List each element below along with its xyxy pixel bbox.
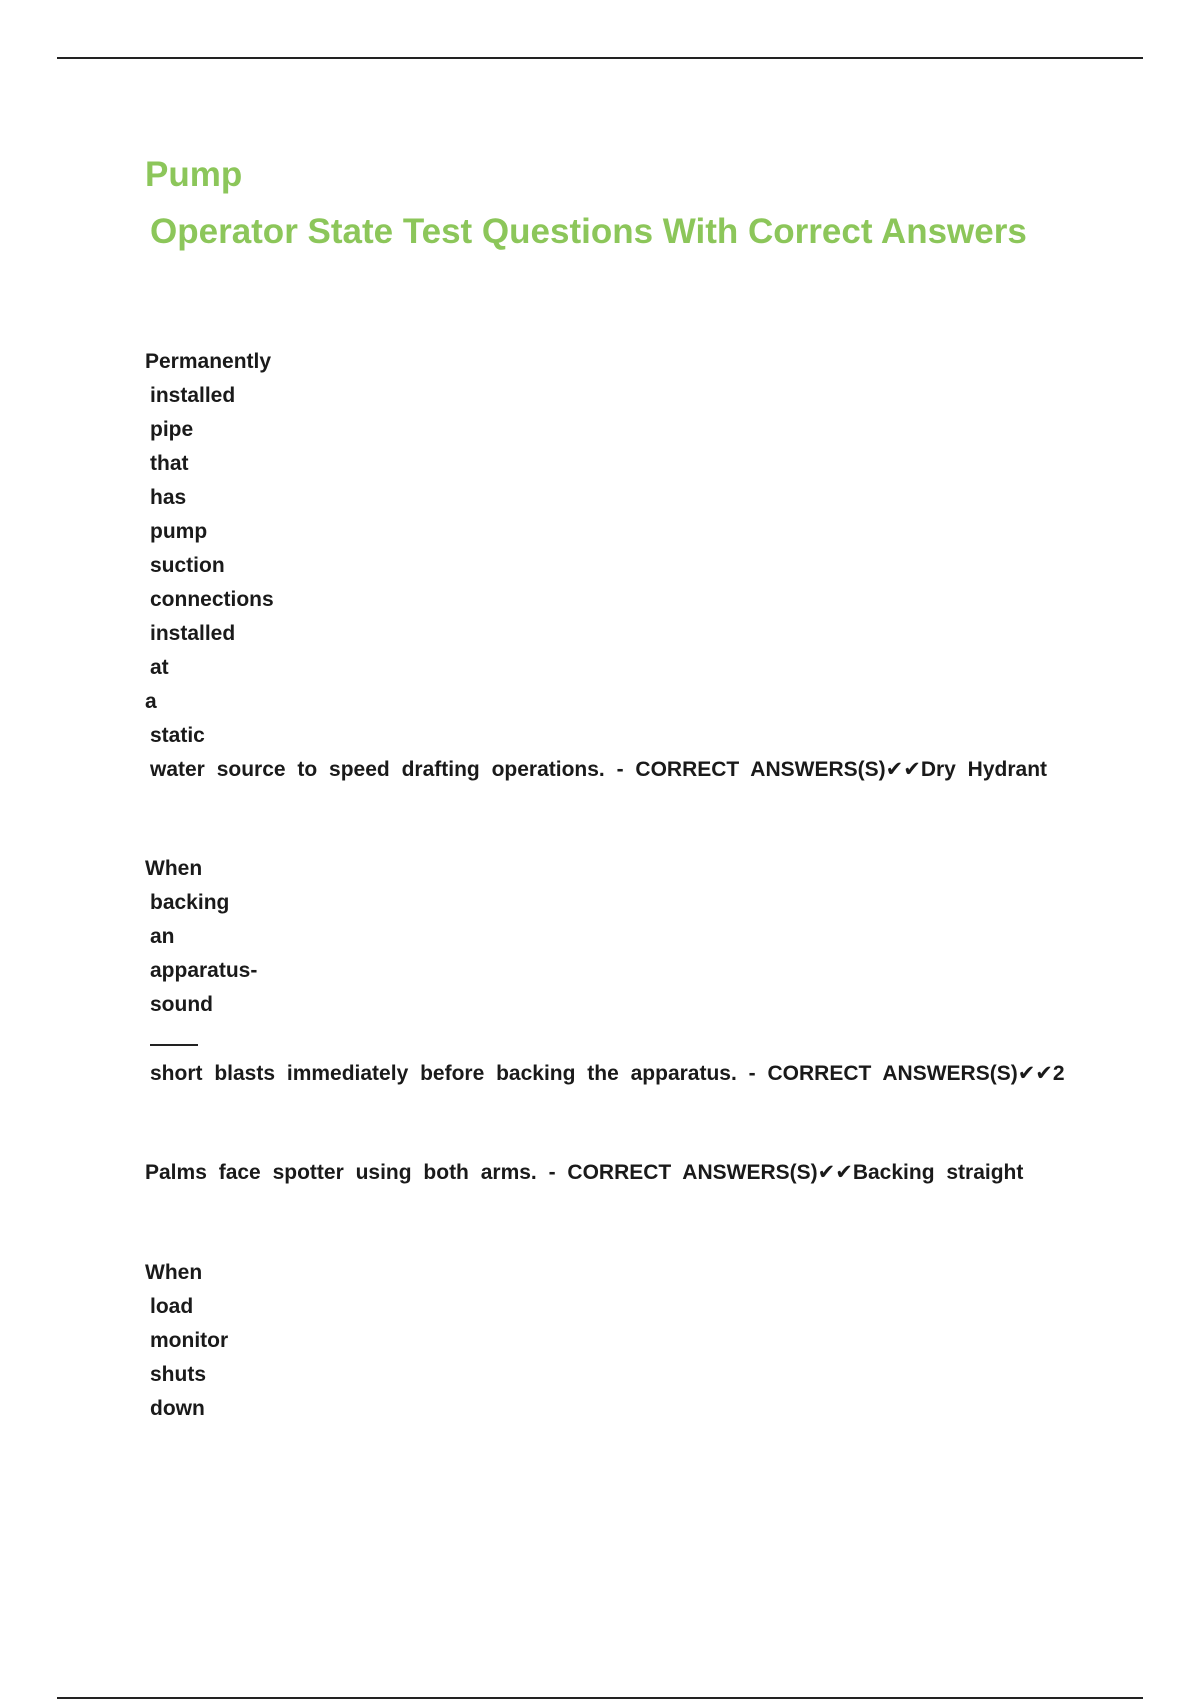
question-word: apparatus- xyxy=(150,959,258,982)
blank-line xyxy=(145,1022,1065,1057)
question-word: load xyxy=(150,1295,194,1318)
footer-rule xyxy=(57,1697,1143,1699)
question-word: When xyxy=(145,1261,203,1284)
question-word: installed xyxy=(150,384,236,407)
document-title xyxy=(145,146,1027,260)
question-block-1 xyxy=(145,345,1047,787)
fill-in-blank xyxy=(150,1022,198,1046)
question-answer-line: water source to speed drafting operations. - CORRECT ANSWERS(S)✔✔Dry Hydrant xyxy=(150,758,1048,781)
title-line-2: Operator State Test Questions With Correct Answers xyxy=(150,212,1027,251)
question-word: When xyxy=(145,857,203,880)
question-word: Permanently xyxy=(145,350,272,373)
question-word: shuts xyxy=(150,1363,207,1386)
question-block-4 xyxy=(145,1256,228,1426)
question-word: that xyxy=(150,452,189,475)
question-answer-line: short blasts immediately before backing the apparatus. - CORRECT ANSWERS(S)✔✔2 xyxy=(150,1062,1065,1085)
question-word: at xyxy=(150,656,169,679)
question-word: connections xyxy=(150,588,274,611)
question-word: sound xyxy=(150,993,213,1016)
question-word: down xyxy=(150,1397,205,1420)
question-word: has xyxy=(150,486,187,509)
title-line-1: Pump xyxy=(145,155,243,194)
question-word: pump xyxy=(150,520,208,543)
question-word: monitor xyxy=(150,1329,229,1352)
question-word: backing xyxy=(150,891,230,914)
question-word: a xyxy=(145,690,157,713)
question-word: an xyxy=(150,925,175,948)
question-answer-line: Palms face spotter using both arms. - CORRECT ANSWERS(S)✔✔Backing straight xyxy=(145,1161,1024,1184)
question-block-3 xyxy=(145,1156,1023,1190)
question-word: suction xyxy=(150,554,225,577)
question-word: installed xyxy=(150,622,236,645)
question-block-2 xyxy=(145,852,1065,1091)
question-word: static xyxy=(150,724,205,747)
question-word: pipe xyxy=(150,418,194,441)
header-rule xyxy=(57,57,1143,59)
